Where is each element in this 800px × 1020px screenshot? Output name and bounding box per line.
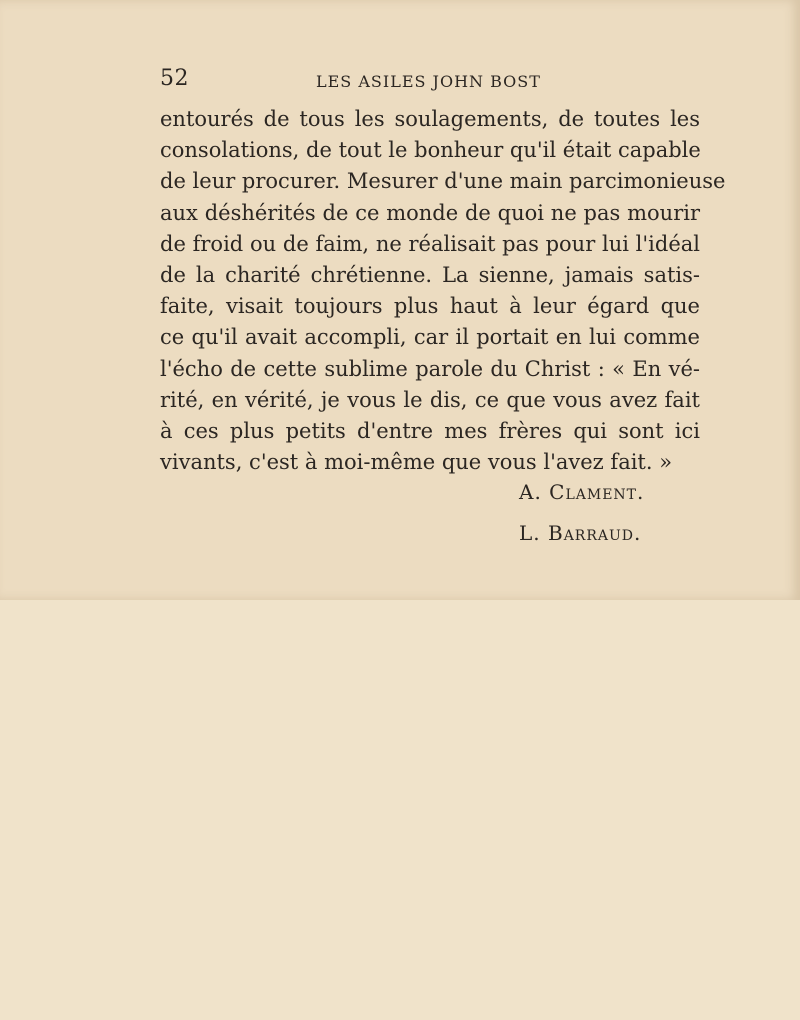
text-line: l'écho de cette sublime parole du Christ : « En vé- [160,356,700,381]
text-line: faite, visait toujours plus haut à leur égard que [160,294,700,319]
text-line: de leur procurer. Mesurer d'une main parcimonieuse [160,169,726,194]
text-line: entourés de tous les soulagements, de toutes les [160,107,700,131]
text-line: de la charité chrétienne. La sienne, jamais satis- [160,262,700,287]
body-paragraph [160,104,726,478]
text-line: aux déshérités de ce monde de quoi ne pas mourir [160,200,700,225]
text-line: consolations, de tout le bonheur qu'il était capable [160,138,701,163]
page-number: 52 [160,66,189,91]
text-line: ce qu'il avait accompli, car il portait en lui comme [160,325,700,350]
text-line: de froid ou de faim, ne réalisait pas pour lui l'idéal [160,231,700,256]
signature-1: A. Clament. [519,480,645,504]
signature-2: L. Barraud. [519,521,642,545]
text-line: vivants, c'est à moi-même que vous l'avez fait. » [160,450,673,475]
blank-area [0,600,800,1020]
text-line: à ces plus petits d'entre mes frères qui sont ici [160,418,700,443]
text-line: rité, en vérité, je vous le dis, ce que vous avez fait [160,387,700,412]
page-header [160,66,700,96]
running-title: LES ASILES JOHN BOST [316,72,541,91]
